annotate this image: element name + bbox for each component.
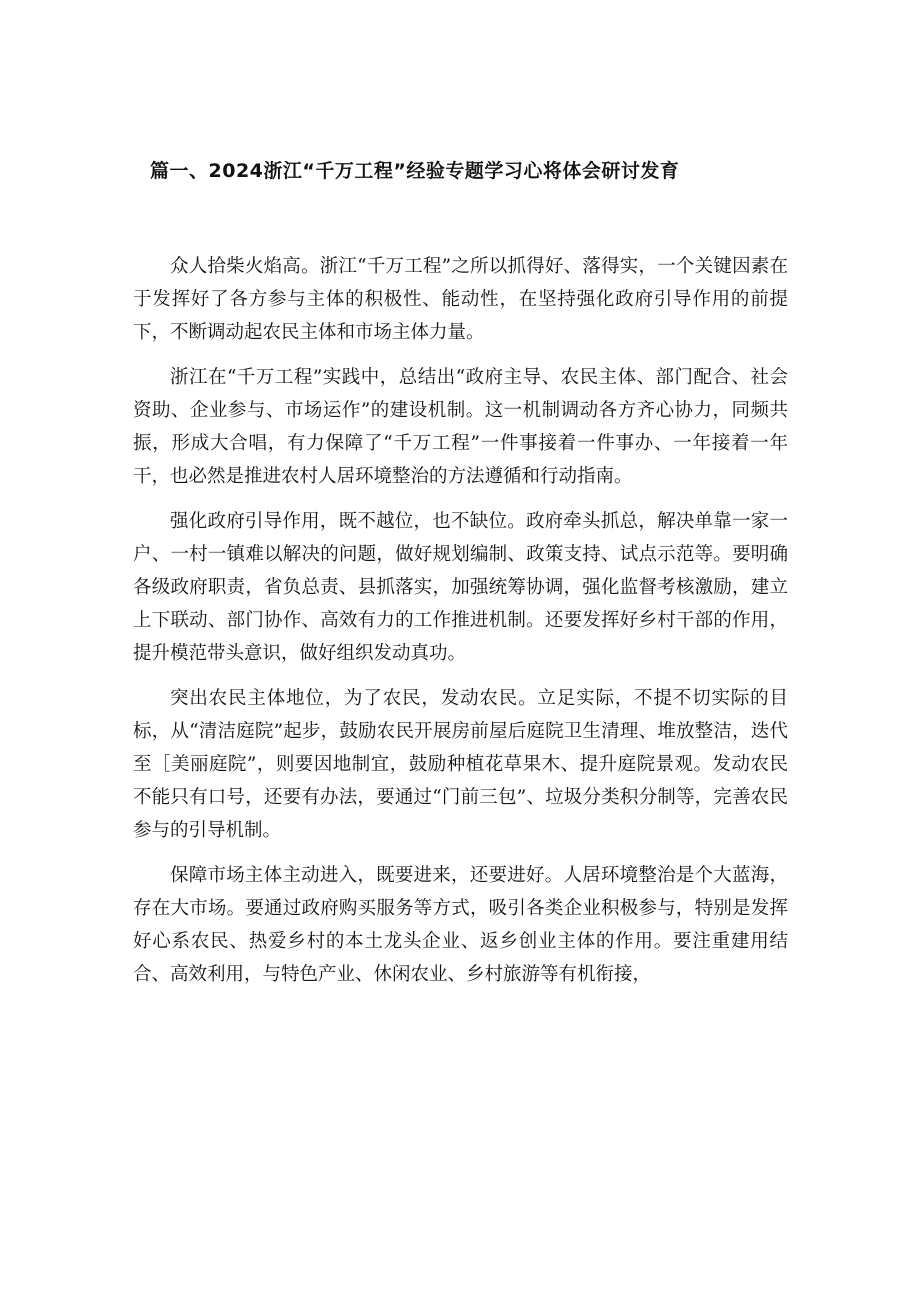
paragraph-3: 强化政府引导作用，既不越位，也不缺位。政府牵头抓总，解决单靠一家一户、一村一镇难以解决的问题，做好规划编制、政策支持、试点示范等。要明确各级政府职责，省负总责、县抓落实，加强统筹协调，强化监督考核激励，建立上下联动、部门协作、高效有力的工作推进机制。还要发挥好乡村干部的作用，提升模范带头意识，做好组织发动真功。 <box>133 511 788 664</box>
paragraph-4: 突出农民主体地位，为了农民，发动农民。立足实际，不提不切实际的目标，从“清洁庭院”起步，鼓励农民开展房前屋后庭院卫生清理、堆放整洁，迭代至［美丽庭院”，则要因地制宜，鼓励种植花草果木、提升庭院景观。发动农民不能只有口号，还要有办法，要通过“门前三包”、垃圾分类积分制等，完善农民参与的引导机制。 <box>133 688 788 841</box>
document-body <box>133 250 788 1003</box>
document-title: 篇一、2024浙江“千万工程”经验专题学习心将体会研讨发育 <box>150 160 680 182</box>
paragraph-1: 众人拾柴火焰高。浙江“千万工程”之所以抓得好、落得实，一个关键因素在于发挥好了各方参与主体的积极性、能动性，在坚持强化政府引导作用的前提下，不断调动起农民主体和市场主体力量。 <box>133 256 788 343</box>
paragraph-2: 浙江在“千万工程”实践中，总结出“政府主导、农民主体、部门配合、社会资助、企业参与、市场运作”的建设机制。这一机制调动各方齐心协力，同频共振，形成大合唱，有力保障了“千万工程”一件事接着一件事办、一年接着一年干，也必然是推进农村人居环境整治的方法遵循和行动指南。 <box>133 367 788 487</box>
paragraph-5: 保障市场主体主动进入，既要进来，还要进好。人居环境整治是个大蓝海，存在大市场。要通过政府购买服务等方式，吸引各类企业积极参与，特别是发挥好心系农民、热爱乡村的本土龙头企业、返乡创业主体的作用。要注重建用结合、高效利用，与特色产业、休闲农业、乡村旅游等有机衔接， <box>133 865 788 985</box>
